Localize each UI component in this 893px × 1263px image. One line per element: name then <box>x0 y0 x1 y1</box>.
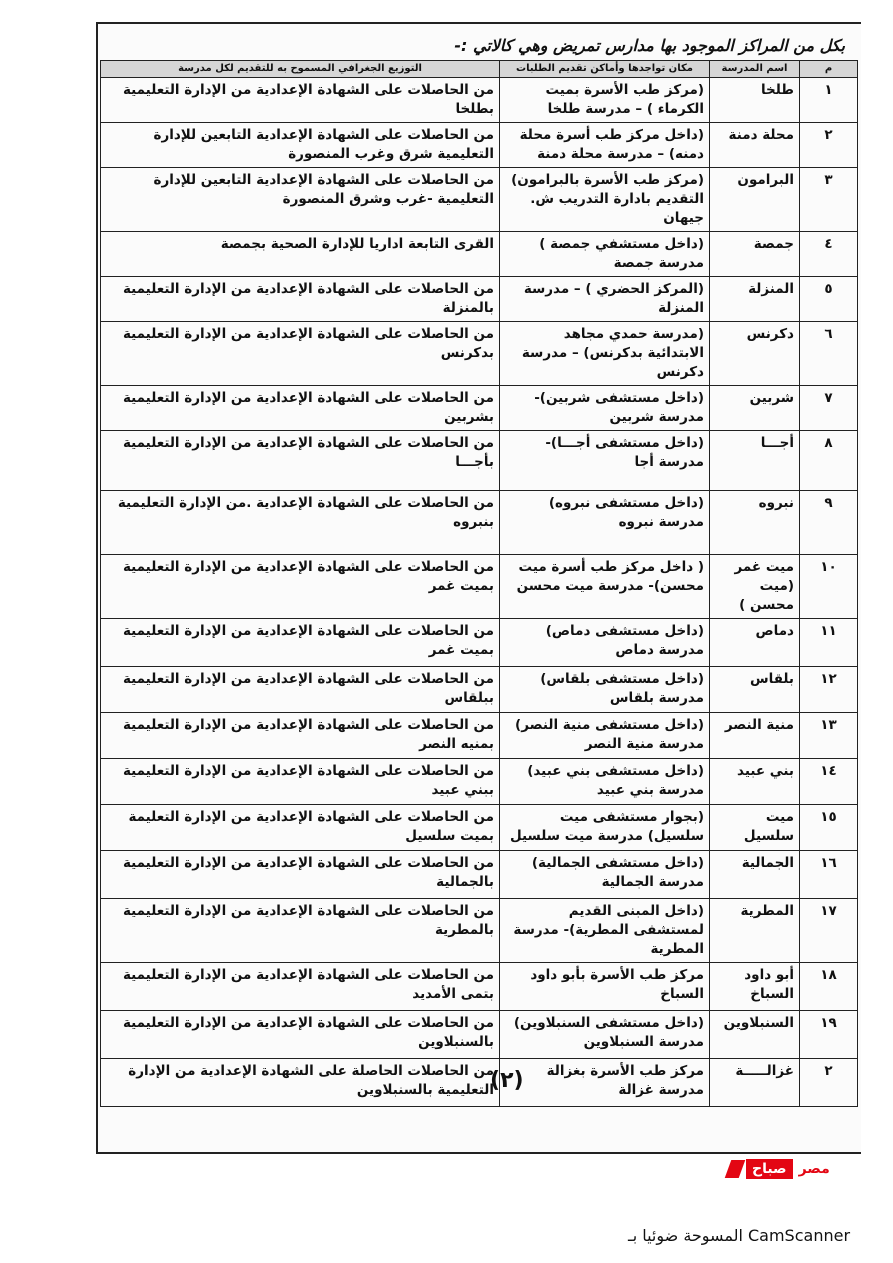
cell-distribution: من الحاصلات على الشهادة الإعدادية من الإدارة التعليمية بالمطرية <box>101 899 500 963</box>
cell-distribution: من الحاصلات على الشهادة الإعدادية .من الإدارة التعليمية بنبروه <box>101 491 500 555</box>
cell-number: ١٤ <box>800 759 858 805</box>
schools-table <box>100 60 858 1107</box>
cell-school-name: الجمالية <box>710 851 800 899</box>
cell-number: ١٧ <box>800 899 858 963</box>
cell-distribution: من الحاصلات على الشهادة الإعدادية من الإدارة التعليمية بالمنزلة <box>101 277 500 322</box>
cell-school-name: أبو داود السباخ <box>710 963 800 1011</box>
cell-location: (داخل مستشفى بلقاس) مدرسة بلقاس <box>500 667 710 713</box>
cell-school-name: أجـــا <box>710 431 800 491</box>
table-row <box>101 168 858 232</box>
cell-school-name: المنزلة <box>710 277 800 322</box>
cell-school-name: نبروه <box>710 491 800 555</box>
cell-number: ١٠ <box>800 555 858 619</box>
cell-location: (داخل مستشفى أجـــا)- مدرسة أجا <box>500 431 710 491</box>
cell-school-name: محلة دمنة <box>710 123 800 168</box>
cell-distribution: من الحاصلات على الشهادة الإعدادية من الإدارة التعليمية ببلقاس <box>101 667 500 713</box>
table-row <box>101 431 858 491</box>
cell-number: ٩ <box>800 491 858 555</box>
cell-distribution: من الحاصلات على الشهادة الإعدادية من الإدارة التعليمة بميت سلسيل <box>101 805 500 851</box>
logo-stripe-icon <box>725 1160 746 1178</box>
cell-location: مركز طب الأسرة بأبو داود السباخ <box>500 963 710 1011</box>
cell-number: ١ <box>800 78 858 123</box>
table-row <box>101 619 858 667</box>
table-row <box>101 322 858 386</box>
table-row <box>101 491 858 555</box>
cell-location: ( داخل مركز طب أسرة ميت محسن)- مدرسة ميت محسن <box>500 555 710 619</box>
col-header-number: م <box>800 61 858 78</box>
cell-number: ٣ <box>800 168 858 232</box>
cell-number: ٧ <box>800 386 858 431</box>
cell-school-name: منية النصر <box>710 713 800 759</box>
table-row <box>101 963 858 1011</box>
cell-school-name: السنبلاوين <box>710 1011 800 1059</box>
cell-number: ١٦ <box>800 851 858 899</box>
cell-location: (داخل مستشفى السنبلاوين) مدرسة السنبلاوين <box>500 1011 710 1059</box>
cell-number: ٦ <box>800 322 858 386</box>
cell-location: (داخل مستشفى منية النصر) مدرسة منية النصر <box>500 713 710 759</box>
cell-location: (داخل مستشفى نبروه) مدرسة نبروه <box>500 491 710 555</box>
cell-number: ١٢ <box>800 667 858 713</box>
cell-location: (داخل مستشفى الجمالية) مدرسة الجمالية <box>500 851 710 899</box>
sabah-masr-logo <box>728 1158 864 1180</box>
cell-distribution: القرى التابعة اداريا للإدارة الصحية بجمصة <box>101 232 500 277</box>
table-row <box>101 1059 858 1107</box>
cell-location: مركز طب الأسرة بغزالة مدرسة غزالة <box>500 1059 710 1107</box>
cell-distribution: من الحاصلات على الشهادة الإعدادية من الإدارة التعليمية بشربين <box>101 386 500 431</box>
cell-school-name: جمصة <box>710 232 800 277</box>
col-header-location: مكان تواجدها وأماكن تقديم الطلبات <box>500 61 710 78</box>
cell-location: (داخل مستشفي جمصة ) مدرسة جمصة <box>500 232 710 277</box>
table-row <box>101 759 858 805</box>
cell-distribution: من الحاصلات على الشهادة الإعدادية من الإدارة التعليمية بميت غمر <box>101 555 500 619</box>
cell-distribution: من الحاصلات على الشهادة الإعدادية التابعين للإدارة التعليمية -غرب وشرق المنصورة <box>101 168 500 232</box>
cell-number: ١٨ <box>800 963 858 1011</box>
table-row <box>101 805 858 851</box>
cell-location: (داخل المبنى القديم لمستشفى المطرية)- مدرسة المطرية <box>500 899 710 963</box>
table-row <box>101 1011 858 1059</box>
table-row <box>101 277 858 322</box>
cell-number: ٢ <box>800 123 858 168</box>
cell-distribution: من الحاصلات على الشهادة الإعدادية من الإدارة التعليمية بدكرنس <box>101 322 500 386</box>
cell-location: (داخل مستشفى دماص) مدرسة دماص <box>500 619 710 667</box>
cell-school-name: المطرية <box>710 899 800 963</box>
table-row <box>101 851 858 899</box>
cell-location: (مدرسة حمدي مجاهد الابتدائية بدكرنس) – مدرسة دكرنس <box>500 322 710 386</box>
cell-location: (مركز طب الأسرة بميت الكرماء ) – مدرسة طلخا <box>500 78 710 123</box>
cell-number: ١٣ <box>800 713 858 759</box>
cell-number: ٨ <box>800 431 858 491</box>
logo-main-text: صباح <box>746 1159 793 1179</box>
cell-number: ٤ <box>800 232 858 277</box>
cell-school-name: دماص <box>710 619 800 667</box>
cell-distribution: من الحاصلات على الشهادة الإعدادية من الإدارة التعليمية بميت غمر <box>101 619 500 667</box>
cell-distribution: من الحاصلات الحاصلة على الشهادة الإعدادية من الإدارة التعليمية بالسنبلاوين <box>101 1059 500 1107</box>
table-row <box>101 78 858 123</box>
table-row <box>101 123 858 168</box>
cell-number: ١٥ <box>800 805 858 851</box>
cell-distribution: من الحاصلات على الشهادة الإعدادية من الإدارة التعليمية بأجـــا <box>101 431 500 491</box>
cell-distribution: من الحاصلات على الشهادة الإعدادية التابعين للإدارة التعليمية شرق وغرب المنصورة <box>101 123 500 168</box>
cell-number: ٢ <box>800 1059 858 1107</box>
intro-heading: بكل من المراكز الموجود بها مدارس تمريض وهي كالاتي :- <box>454 36 845 55</box>
table-row <box>101 667 858 713</box>
scanner-footer: المسوحة ضوئيا بـ CamScanner <box>628 1226 851 1245</box>
cell-distribution: من الحاصلات على الشهادة الإعدادية من الإدارة التعليمية بتمى الأمديد <box>101 963 500 1011</box>
col-header-school-name: اسم المدرسة <box>710 61 800 78</box>
cell-distribution: من الحاصلات على الشهادة الإعدادية من الإدارة التعليمية بالسنبلاوين <box>101 1011 500 1059</box>
cell-location: (داخل مركز طب أسرة محلة دمنه) – مدرسة محلة دمنة <box>500 123 710 168</box>
cell-distribution: من الحاصلات على الشهادة الإعدادية من الإدارة التعليمية بمنيه النصر <box>101 713 500 759</box>
cell-school-name: غزالـــــة <box>710 1059 800 1107</box>
logo-sub-text: مصر <box>798 1161 830 1177</box>
cell-school-name: دكرنس <box>710 322 800 386</box>
cell-location: (داخل مستشفى شربين)- مدرسة شربين <box>500 386 710 431</box>
cell-school-name: البرامون <box>710 168 800 232</box>
cell-school-name: بني عبيد <box>710 759 800 805</box>
cell-number: ٥ <box>800 277 858 322</box>
cell-school-name: شربين <box>710 386 800 431</box>
cell-school-name: طلخا <box>710 78 800 123</box>
cell-distribution: من الحاصلات على الشهادة الإعدادية من الإدارة التعليمية بالجمالية <box>101 851 500 899</box>
table-row <box>101 555 858 619</box>
cell-location: (المركز الحضري ) – مدرسة المنزلة <box>500 277 710 322</box>
table-row <box>101 386 858 431</box>
table-header-row <box>101 61 858 78</box>
cell-distribution: من الحاصلات على الشهادة الإعدادية من الإدارة التعليمية ببني عبيد <box>101 759 500 805</box>
table-row <box>101 713 858 759</box>
cell-school-name: ميت سلسيل <box>710 805 800 851</box>
table-row <box>101 899 858 963</box>
cell-location: (داخل مستشفى بني عبيد) مدرسة بني عبيد <box>500 759 710 805</box>
cell-location: (بجوار مستشفى ميت سلسيل) مدرسة ميت سلسيل <box>500 805 710 851</box>
cell-distribution: من الحاصلات على الشهادة الإعدادية من الإدارة التعليمية بطلخا <box>101 78 500 123</box>
cell-school-name: بلقاس <box>710 667 800 713</box>
col-header-distribution: التوزيع الجغرافي المسموح به للتقديم لكل مدرسة <box>101 61 500 78</box>
cell-number: ١١ <box>800 619 858 667</box>
cell-location: (مركز طب الأسرة بالبرامون) التقديم بادارة التدريب ش. جيهان <box>500 168 710 232</box>
table-row <box>101 232 858 277</box>
cell-school-name: ميت غمر (ميت محسن ) <box>710 555 800 619</box>
page-number: (٢) <box>490 1068 524 1093</box>
cell-number: ١٩ <box>800 1011 858 1059</box>
